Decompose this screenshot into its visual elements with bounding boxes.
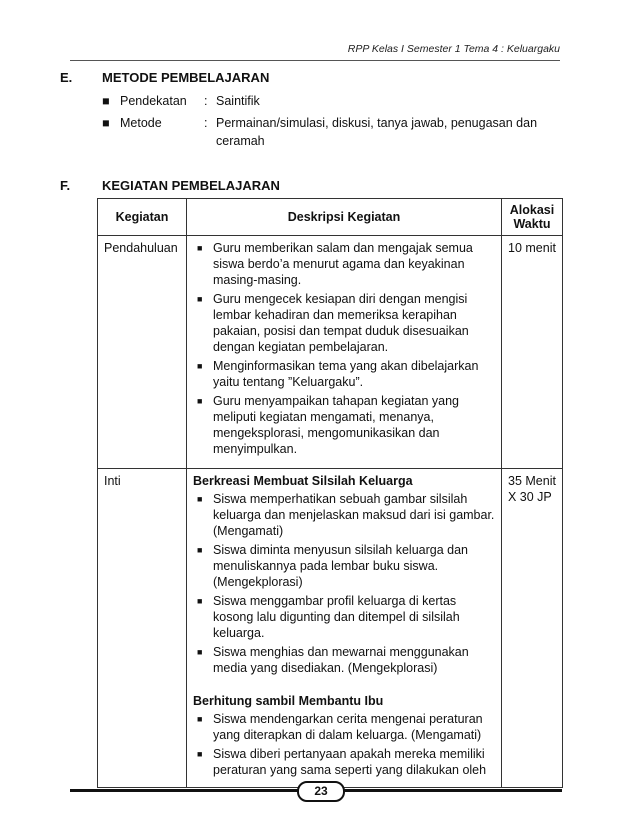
list-item: ■ Menginformasikan tema yang akan dibelajarkan yaitu tentang ”Keluargaku”.: [197, 359, 479, 389]
row-name: Inti: [104, 474, 121, 488]
bullet-icon: ■: [102, 116, 110, 130]
inti-list-1: [193, 491, 495, 676]
section-f-title: KEGIATAN PEMBELAJARAN: [102, 178, 280, 193]
inti-list-2: [193, 711, 495, 778]
bullet-icon: ■: [197, 494, 203, 504]
row-name: Pendahuluan: [104, 241, 178, 255]
bullet-icon: ■: [197, 749, 203, 759]
section-f-letter: F.: [60, 178, 71, 193]
bullet-icon: ■: [197, 396, 203, 406]
bullet-icon: ■: [197, 243, 203, 253]
pendahuluan-list: [193, 240, 495, 457]
bullet-icon: ■: [197, 545, 203, 555]
header-deskripsi: Deskripsi Kegiatan: [187, 199, 502, 236]
table-header-row: [98, 199, 563, 236]
method-value: Permainan/simulasi, diskusi, tanya jawab, penugasan dan ceramah: [216, 116, 538, 148]
table-row-pendahuluan: [98, 236, 563, 469]
list-item: ■ Guru memberikan salam dan mengajak semua siswa berdo’a menurut agama dan keyakinan masing-masing.: [197, 241, 473, 287]
section-e-letter: E.: [60, 70, 73, 85]
header-rule: [70, 60, 560, 61]
footer-rule-left: [70, 789, 298, 792]
method-label: Pendekatan: [120, 94, 187, 108]
section-e-title: METODE PEMBELAJARAN: [102, 70, 270, 85]
running-header: RPP Kelas I Semester 1 Tema 4 : Keluargaku: [347, 43, 560, 55]
list-item: ■ Siswa memperhatikan sebuah gambar silsilah keluarga dan menjelaskan maksud dari isi gambar. (Mengamati): [197, 492, 495, 538]
row-time: 10 menit: [508, 241, 556, 255]
inti-subheading-2: Berhitung sambil Membantu Ibu: [193, 694, 384, 708]
table-row-inti: [98, 469, 563, 788]
section-f-heading: [60, 178, 280, 193]
page-number: 23: [297, 781, 345, 802]
method-row-pendekatan: ■ Pendekatan : Saintifik: [102, 92, 546, 110]
footer-rule-right: [340, 789, 562, 792]
list-item: ■ Siswa diminta menyusun silsilah keluarga dan menuliskannya pada lembar buku siswa. (Mengekplorasi): [197, 543, 468, 589]
list-item: ■ Guru mengecek kesiapan diri dengan mengisi lembar kehadiran dan memeriksa kerapihan pakaian, posisi dan tempat duduk disesuaikan dengan kegiatan pembelajaran.: [197, 292, 469, 354]
bullet-icon: ■: [102, 94, 110, 108]
kegiatan-table: [97, 198, 563, 788]
method-label: Metode: [120, 116, 162, 130]
bullet-icon: ■: [197, 714, 203, 724]
bullet-icon: ■: [197, 294, 203, 304]
header-alokasi: Alokasi Waktu: [502, 199, 563, 236]
list-item: ■ Guru menyampaikan tahapan kegiatan yang meliputi kegiatan mengamati, menanya, mengeksplorasi, mengomunikasikan dan menyimpulkan.: [197, 394, 459, 456]
section-e-heading: [60, 70, 269, 85]
bullet-icon: ■: [197, 361, 203, 371]
inti-subheading-1: Berkreasi Membuat Silsilah Keluarga: [193, 474, 413, 488]
list-item: ■ Siswa diberi pertanyaan apakah mereka memiliki peraturan yang sama seperti yang dilakukan oleh: [197, 747, 487, 777]
row-time-jp: X 30 JP: [508, 490, 552, 504]
list-item: ■ Siswa menghias dan mewarnai menggunakan media yang disediakan. (Mengekplorasi): [197, 645, 469, 675]
header-kegiatan: Kegiatan: [98, 199, 187, 236]
bullet-icon: ■: [197, 647, 203, 657]
bullet-icon: ■: [197, 596, 203, 606]
method-value: Saintifik: [216, 94, 260, 108]
method-row-metode: ■ Metode : Permainan/simulasi, diskusi, tanya jawab, penugasan dan ceramah: [102, 114, 546, 150]
list-item: ■ Siswa menggambar profil keluarga di kertas kosong lalu digunting dan ditempel di silsilah keluarga.: [197, 594, 460, 640]
list-item: ■ Siswa mendengarkan cerita mengenai peraturan yang diterapkan di dalam keluarga. (Mengamati): [197, 712, 483, 742]
row-time: 35 Menit: [508, 474, 556, 488]
